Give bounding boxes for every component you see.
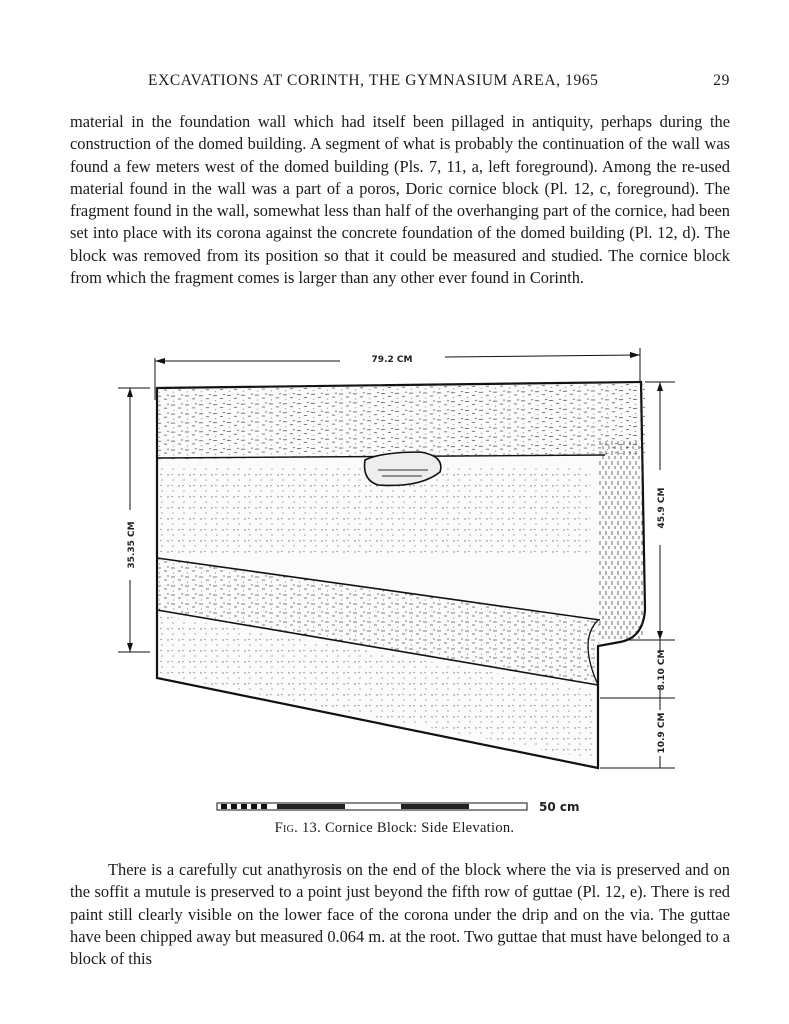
width-label: 79.2 CM [371, 355, 413, 365]
left-height-dimension [118, 388, 150, 652]
left-height-label: 35.35 CM [127, 521, 137, 569]
body-paragraph-1: material in the foundation wall which had itself been pillaged in antiquity, perhaps during the construction of the domed building. A segment of what is probably the continuation of the wall was found a few meters west of the domed building (Pls. 7, 11, a, left foreground). Among the re-used material found in the wall was a part of a poros, Doric cornice block (Pl. 12, c, foreground). The fragment found in the wall, somewhat less than half of the overhanging part of the cornice, had been set into place with its corona against the concrete foundation of the domed building (Pl. 12, d). The block was removed from its position so that it could be measured and studied. The cornice block from which the fragment comes is larger than any other ever found in Corinth. [70, 112, 730, 288]
cornice-block-outline [157, 381, 647, 768]
body-paragraph-2: There is a carefully cut anathyrosis on the end of the block where the via is preserved and on the soffit a mutule is preserved to a point just beyond the fifth row of guttae (Pl. 12, e). There is red paint still clearly visible on the lower face of the corona under the drip and on the via. The guttae have been chipped away but measured 0.064 m. at the root. Two guttae that must have belonged to a block of this [70, 860, 730, 969]
upper-right-label: 8.10 CM [657, 649, 667, 691]
caption-text: Cornice Block: Side Elevation. [324, 820, 515, 836]
lower-right-label: 10.9 CM [657, 712, 667, 754]
scale-label: 50 cm [539, 800, 580, 814]
caption-prefix: Fig. 13. [274, 820, 322, 836]
page-number: 29 [713, 72, 730, 89]
cornice-drawing [100, 340, 700, 820]
scale-bar [215, 795, 615, 819]
figure-caption [0, 820, 789, 837]
running-title: EXCAVATIONS AT CORINTH, THE GYMNASIUM AREA, 1965 [148, 72, 599, 89]
figure-cornice-block [100, 340, 700, 820]
right-height-label: 45.9 CM [657, 487, 667, 529]
